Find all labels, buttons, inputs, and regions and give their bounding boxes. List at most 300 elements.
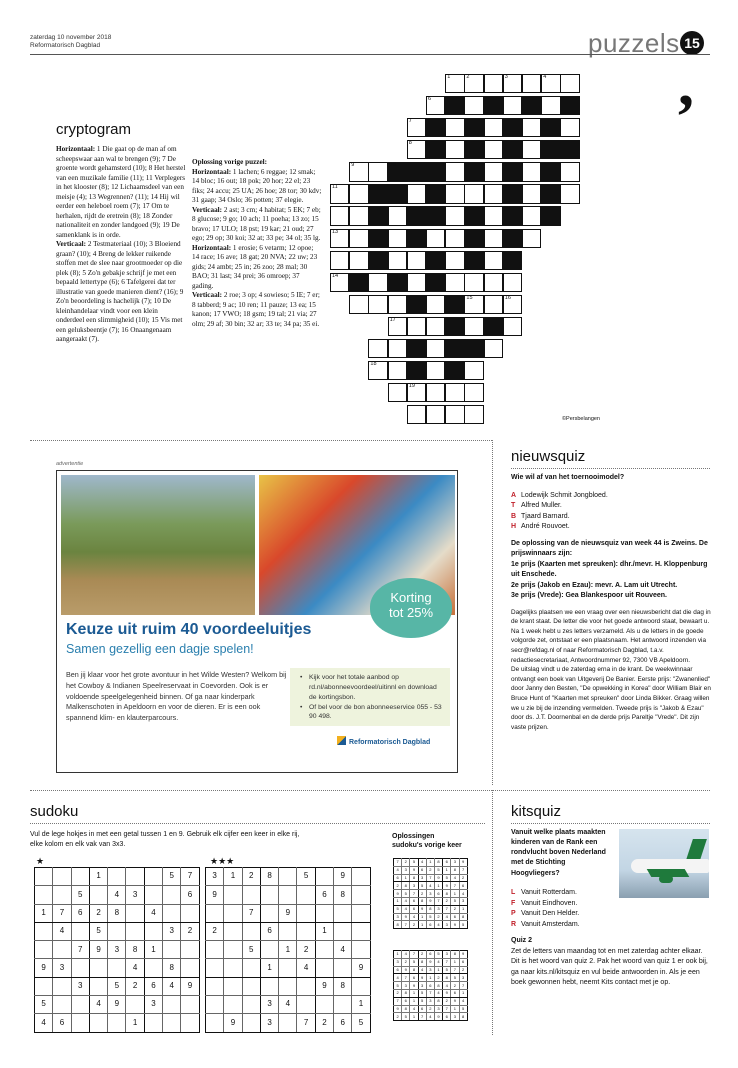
sudoku-cell[interactable]: 6 bbox=[315, 886, 333, 904]
crossword-cell[interactable] bbox=[560, 162, 579, 181]
sudoku-cell[interactable] bbox=[53, 886, 71, 904]
crossword-cell[interactable] bbox=[426, 273, 445, 292]
crossword-cell[interactable] bbox=[388, 317, 407, 336]
sudoku-cell[interactable] bbox=[89, 1014, 107, 1032]
crossword-cell[interactable] bbox=[330, 229, 349, 248]
sudoku-cell[interactable]: 3 bbox=[108, 941, 126, 959]
crossword-cell[interactable] bbox=[522, 118, 541, 137]
sudoku-cell[interactable] bbox=[163, 904, 181, 922]
sudoku-cell[interactable]: 9 bbox=[108, 996, 126, 1014]
sudoku-cell[interactable] bbox=[35, 941, 53, 959]
crossword-cell[interactable] bbox=[330, 184, 349, 203]
sudoku-cell[interactable]: 1 bbox=[89, 868, 107, 886]
crossword-cell[interactable] bbox=[560, 96, 579, 115]
crossword-cell[interactable] bbox=[445, 251, 464, 270]
sudoku-cell[interactable] bbox=[181, 1014, 199, 1032]
crossword-cell[interactable] bbox=[541, 96, 560, 115]
sudoku-cell[interactable] bbox=[224, 886, 242, 904]
crossword-cell[interactable] bbox=[368, 361, 387, 380]
sudoku-cell[interactable]: 4 bbox=[35, 1014, 53, 1032]
sudoku-cell[interactable] bbox=[334, 922, 352, 940]
crossword-cell[interactable] bbox=[445, 162, 464, 181]
sudoku-cell[interactable]: 9 bbox=[89, 941, 107, 959]
crossword-cell[interactable] bbox=[349, 273, 368, 292]
sudoku-cell[interactable] bbox=[35, 977, 53, 995]
sudoku-cell[interactable] bbox=[242, 1014, 260, 1032]
sudoku-cell[interactable]: 7 bbox=[181, 868, 199, 886]
crossword-cell[interactable] bbox=[330, 206, 349, 225]
crossword-cell[interactable] bbox=[426, 184, 445, 203]
crossword-cell[interactable] bbox=[407, 273, 426, 292]
sudoku-cell[interactable] bbox=[242, 886, 260, 904]
crossword-cell[interactable] bbox=[426, 251, 445, 270]
crossword-cell[interactable] bbox=[503, 206, 522, 225]
crossword-cell[interactable] bbox=[464, 405, 483, 424]
sudoku-cell[interactable]: 2 bbox=[181, 922, 199, 940]
crossword-cell[interactable] bbox=[388, 229, 407, 248]
crossword-cell[interactable] bbox=[426, 229, 445, 248]
crossword-cell[interactable] bbox=[503, 96, 522, 115]
sudoku-cell[interactable]: 5 bbox=[242, 941, 260, 959]
sudoku-cell[interactable] bbox=[224, 922, 242, 940]
crossword-cell[interactable] bbox=[407, 162, 426, 181]
crossword-cell[interactable] bbox=[445, 339, 464, 358]
sudoku-cell[interactable] bbox=[224, 941, 242, 959]
crossword-cell[interactable] bbox=[503, 251, 522, 270]
sudoku-cell[interactable] bbox=[144, 1014, 162, 1032]
crossword-cell[interactable] bbox=[407, 118, 426, 137]
sudoku-cell[interactable]: 6 bbox=[181, 886, 199, 904]
sudoku-cell[interactable] bbox=[181, 996, 199, 1014]
sudoku-cell[interactable] bbox=[260, 904, 278, 922]
crossword-cell[interactable] bbox=[388, 383, 407, 402]
sudoku-cell[interactable]: 8 bbox=[126, 941, 144, 959]
sudoku-cell[interactable] bbox=[206, 1014, 224, 1032]
sudoku-cell[interactable]: 9 bbox=[224, 1014, 242, 1032]
crossword-cell[interactable] bbox=[349, 206, 368, 225]
crossword-cell[interactable] bbox=[407, 295, 426, 314]
crossword-cell[interactable] bbox=[349, 184, 368, 203]
sudoku-cell[interactable]: 4 bbox=[53, 922, 71, 940]
sudoku-cell[interactable] bbox=[352, 868, 370, 886]
sudoku-cell[interactable]: 5 bbox=[352, 1014, 370, 1032]
sudoku-cell[interactable] bbox=[279, 1014, 297, 1032]
crossword-cell[interactable] bbox=[484, 206, 503, 225]
sudoku-cell[interactable]: 1 bbox=[126, 1014, 144, 1032]
sudoku-cell[interactable] bbox=[279, 886, 297, 904]
sudoku-cell[interactable] bbox=[53, 996, 71, 1014]
crossword-cell[interactable] bbox=[464, 74, 483, 93]
sudoku-cell[interactable] bbox=[334, 904, 352, 922]
crossword-cell[interactable] bbox=[407, 229, 426, 248]
sudoku-cell[interactable]: 4 bbox=[144, 904, 162, 922]
sudoku-cell[interactable] bbox=[279, 868, 297, 886]
sudoku-cell[interactable] bbox=[163, 886, 181, 904]
sudoku-cell[interactable]: 6 bbox=[260, 922, 278, 940]
crossword-cell[interactable] bbox=[388, 339, 407, 358]
crossword-cell[interactable] bbox=[445, 383, 464, 402]
sudoku-cell[interactable]: 8 bbox=[334, 886, 352, 904]
sudoku-cell[interactable] bbox=[126, 904, 144, 922]
sudoku-cell[interactable] bbox=[315, 868, 333, 886]
crossword-cell[interactable] bbox=[368, 273, 387, 292]
sudoku-cell[interactable] bbox=[89, 977, 107, 995]
sudoku-cell[interactable] bbox=[126, 996, 144, 1014]
sudoku-cell[interactable] bbox=[279, 977, 297, 995]
sudoku-cell[interactable] bbox=[71, 1014, 89, 1032]
crossword-cell[interactable] bbox=[484, 251, 503, 270]
sudoku-cell[interactable]: 3 bbox=[260, 1014, 278, 1032]
crossword-cell[interactable] bbox=[464, 383, 483, 402]
crossword-cell[interactable] bbox=[484, 96, 503, 115]
crossword-cell[interactable] bbox=[484, 339, 503, 358]
sudoku-cell[interactable]: 7 bbox=[53, 904, 71, 922]
sudoku-cell[interactable]: 9 bbox=[352, 959, 370, 977]
crossword-cell[interactable] bbox=[541, 118, 560, 137]
crossword-cell[interactable] bbox=[503, 317, 522, 336]
crossword-cell[interactable] bbox=[388, 162, 407, 181]
sudoku-cell[interactable] bbox=[206, 941, 224, 959]
sudoku-cell[interactable] bbox=[315, 904, 333, 922]
sudoku-cell[interactable]: 9 bbox=[279, 904, 297, 922]
crossword-cell[interactable] bbox=[484, 74, 503, 93]
crossword-cell[interactable] bbox=[464, 317, 483, 336]
crossword-cell[interactable] bbox=[445, 206, 464, 225]
crossword-cell[interactable] bbox=[503, 162, 522, 181]
sudoku-cell[interactable] bbox=[126, 868, 144, 886]
crossword-cell[interactable] bbox=[445, 405, 464, 424]
crossword-cell[interactable] bbox=[464, 295, 483, 314]
sudoku-cell[interactable] bbox=[352, 904, 370, 922]
crossword-cell[interactable] bbox=[407, 339, 426, 358]
crossword-cell[interactable] bbox=[503, 229, 522, 248]
sudoku-cell[interactable]: 8 bbox=[260, 868, 278, 886]
crossword-cell[interactable] bbox=[426, 96, 445, 115]
crossword-cell[interactable] bbox=[349, 162, 368, 181]
crossword-cell[interactable] bbox=[522, 162, 541, 181]
sudoku-cell[interactable] bbox=[108, 1014, 126, 1032]
crossword-cell[interactable] bbox=[541, 206, 560, 225]
sudoku-cell[interactable]: 9 bbox=[206, 886, 224, 904]
sudoku-cell[interactable] bbox=[108, 922, 126, 940]
sudoku-cell[interactable]: 5 bbox=[297, 868, 315, 886]
sudoku-cell[interactable]: 5 bbox=[71, 886, 89, 904]
sudoku-cell[interactable] bbox=[206, 959, 224, 977]
crossword-cell[interactable] bbox=[541, 184, 560, 203]
sudoku-cell[interactable] bbox=[163, 996, 181, 1014]
sudoku-cell[interactable]: 1 bbox=[260, 959, 278, 977]
sudoku-cell[interactable]: 3 bbox=[53, 959, 71, 977]
sudoku-cell[interactable] bbox=[71, 922, 89, 940]
crossword-cell[interactable] bbox=[484, 118, 503, 137]
crossword-cell[interactable] bbox=[407, 405, 426, 424]
crossword-cell[interactable] bbox=[445, 317, 464, 336]
crossword-cell[interactable] bbox=[445, 96, 464, 115]
sudoku-cell[interactable] bbox=[297, 922, 315, 940]
crossword-cell[interactable] bbox=[445, 229, 464, 248]
sudoku-cell[interactable]: 6 bbox=[334, 1014, 352, 1032]
sudoku-cell[interactable]: 1 bbox=[224, 868, 242, 886]
crossword-cell[interactable] bbox=[407, 317, 426, 336]
crossword-cell[interactable] bbox=[541, 140, 560, 159]
advertisement[interactable] bbox=[56, 470, 458, 773]
sudoku-cell[interactable]: 7 bbox=[242, 904, 260, 922]
crossword-cell[interactable] bbox=[484, 184, 503, 203]
sudoku-cell[interactable]: 1 bbox=[144, 941, 162, 959]
crossword-cell[interactable] bbox=[330, 251, 349, 270]
sudoku-cell[interactable]: 9 bbox=[181, 977, 199, 995]
sudoku-cell[interactable] bbox=[242, 977, 260, 995]
crossword-cell[interactable] bbox=[388, 251, 407, 270]
crossword-cell[interactable] bbox=[426, 206, 445, 225]
sudoku-cell[interactable]: 1 bbox=[315, 922, 333, 940]
sudoku-cell[interactable]: 9 bbox=[35, 959, 53, 977]
crossword-cell[interactable] bbox=[349, 229, 368, 248]
sudoku-cell[interactable]: 4 bbox=[163, 977, 181, 995]
crossword-cell[interactable] bbox=[407, 206, 426, 225]
crossword-cell[interactable] bbox=[388, 361, 407, 380]
sudoku-cell[interactable] bbox=[315, 941, 333, 959]
crossword-cell[interactable] bbox=[407, 140, 426, 159]
sudoku-cell[interactable] bbox=[53, 941, 71, 959]
sudoku-cell[interactable]: 4 bbox=[89, 996, 107, 1014]
crossword-cell[interactable] bbox=[560, 184, 579, 203]
sudoku-cell[interactable]: 3 bbox=[260, 996, 278, 1014]
sudoku-cell[interactable]: 4 bbox=[108, 886, 126, 904]
sudoku-cell[interactable]: 2 bbox=[206, 922, 224, 940]
sudoku-cell[interactable]: 4 bbox=[297, 959, 315, 977]
crossword-cell[interactable] bbox=[522, 74, 541, 93]
crossword-cell[interactable] bbox=[426, 361, 445, 380]
ad-bullet[interactable]: • Kijk voor het totale aanbod op rd.nl/abonneevoordeel/uitinnl en download de kortingsbon. bbox=[300, 673, 444, 703]
crossword-cell[interactable] bbox=[368, 206, 387, 225]
crossword-cell[interactable] bbox=[426, 317, 445, 336]
sudoku-cell[interactable]: 3 bbox=[163, 922, 181, 940]
crossword-cell[interactable] bbox=[426, 162, 445, 181]
sudoku-cell[interactable]: 1 bbox=[35, 904, 53, 922]
sudoku-easy[interactable] bbox=[34, 867, 200, 1033]
crossword-cell[interactable] bbox=[388, 206, 407, 225]
sudoku-cell[interactable]: 3 bbox=[71, 977, 89, 995]
crossword-cell[interactable] bbox=[484, 229, 503, 248]
sudoku-cell[interactable] bbox=[206, 904, 224, 922]
sudoku-cell[interactable]: 2 bbox=[315, 1014, 333, 1032]
crossword-cell[interactable] bbox=[407, 251, 426, 270]
crossword-cell[interactable] bbox=[445, 361, 464, 380]
sudoku-cell[interactable] bbox=[242, 922, 260, 940]
crossword-cell[interactable] bbox=[503, 140, 522, 159]
sudoku-cell[interactable]: 8 bbox=[334, 977, 352, 995]
sudoku-cell[interactable]: 2 bbox=[126, 977, 144, 995]
crossword-cell[interactable] bbox=[541, 162, 560, 181]
crossword-cell[interactable] bbox=[445, 140, 464, 159]
sudoku-cell[interactable] bbox=[144, 868, 162, 886]
sudoku-hard[interactable] bbox=[205, 867, 371, 1033]
crossword-cell[interactable] bbox=[503, 118, 522, 137]
sudoku-cell[interactable]: 3 bbox=[144, 996, 162, 1014]
sudoku-cell[interactable] bbox=[35, 868, 53, 886]
crossword-cell[interactable] bbox=[464, 273, 483, 292]
sudoku-cell[interactable] bbox=[260, 977, 278, 995]
crossword-cell[interactable] bbox=[426, 383, 445, 402]
crossword-cell[interactable] bbox=[368, 251, 387, 270]
crossword-cell[interactable] bbox=[464, 162, 483, 181]
crossword-cell[interactable] bbox=[484, 295, 503, 314]
sudoku-cell[interactable]: 6 bbox=[71, 904, 89, 922]
sudoku-cell[interactable] bbox=[181, 904, 199, 922]
sudoku-cell[interactable]: 3 bbox=[126, 886, 144, 904]
crossword-cell[interactable] bbox=[484, 273, 503, 292]
sudoku-cell[interactable] bbox=[315, 996, 333, 1014]
sudoku-cell[interactable] bbox=[297, 886, 315, 904]
sudoku-cell[interactable]: 6 bbox=[144, 977, 162, 995]
crossword-cell[interactable] bbox=[522, 184, 541, 203]
sudoku-cell[interactable]: 4 bbox=[334, 941, 352, 959]
sudoku-cell[interactable] bbox=[260, 886, 278, 904]
crossword-cell[interactable] bbox=[426, 295, 445, 314]
crossword-cell[interactable] bbox=[464, 206, 483, 225]
sudoku-cell[interactable] bbox=[279, 922, 297, 940]
sudoku-cell[interactable] bbox=[224, 977, 242, 995]
sudoku-cell[interactable] bbox=[144, 886, 162, 904]
crossword-cell[interactable] bbox=[484, 317, 503, 336]
crossword-cell[interactable] bbox=[426, 140, 445, 159]
sudoku-cell[interactable] bbox=[224, 996, 242, 1014]
sudoku-cell[interactable]: 9 bbox=[315, 977, 333, 995]
sudoku-cell[interactable]: 2 bbox=[297, 941, 315, 959]
sudoku-cell[interactable]: 4 bbox=[126, 959, 144, 977]
sudoku-cell[interactable] bbox=[108, 959, 126, 977]
crossword-cell[interactable] bbox=[388, 273, 407, 292]
crossword-cell[interactable] bbox=[522, 96, 541, 115]
sudoku-cell[interactable] bbox=[181, 959, 199, 977]
crossword-cell[interactable] bbox=[522, 229, 541, 248]
crossword-cell[interactable] bbox=[349, 295, 368, 314]
sudoku-cell[interactable] bbox=[144, 922, 162, 940]
crossword-cell[interactable] bbox=[445, 118, 464, 137]
sudoku-cell[interactable] bbox=[71, 868, 89, 886]
sudoku-cell[interactable] bbox=[163, 941, 181, 959]
sudoku-cell[interactable] bbox=[352, 941, 370, 959]
sudoku-cell[interactable] bbox=[224, 904, 242, 922]
sudoku-cell[interactable] bbox=[260, 941, 278, 959]
crossword-cell[interactable] bbox=[484, 140, 503, 159]
crossword-cell[interactable] bbox=[503, 74, 522, 93]
sudoku-cell[interactable]: 7 bbox=[71, 941, 89, 959]
sudoku-cell[interactable]: 6 bbox=[53, 1014, 71, 1032]
crossword-cell[interactable] bbox=[503, 273, 522, 292]
sudoku-cell[interactable]: 5 bbox=[35, 996, 53, 1014]
crossword-cell[interactable] bbox=[445, 273, 464, 292]
crossword-cell[interactable] bbox=[407, 383, 426, 402]
sudoku-cell[interactable] bbox=[89, 886, 107, 904]
crossword-cell[interactable] bbox=[330, 273, 349, 292]
sudoku-cell[interactable] bbox=[352, 886, 370, 904]
crossword-cell[interactable] bbox=[464, 184, 483, 203]
crossword-cell[interactable] bbox=[368, 339, 387, 358]
crossword-cell[interactable] bbox=[445, 74, 464, 93]
sudoku-cell[interactable]: 5 bbox=[163, 868, 181, 886]
sudoku-cell[interactable] bbox=[53, 977, 71, 995]
sudoku-cell[interactable]: 2 bbox=[89, 904, 107, 922]
sudoku-cell[interactable] bbox=[242, 996, 260, 1014]
crossword-cell[interactable] bbox=[464, 140, 483, 159]
sudoku-cell[interactable] bbox=[89, 959, 107, 977]
crossword-cell[interactable] bbox=[368, 162, 387, 181]
crossword-cell[interactable] bbox=[445, 295, 464, 314]
crossword-cell[interactable] bbox=[445, 184, 464, 203]
sudoku-cell[interactable]: 3 bbox=[206, 868, 224, 886]
sudoku-cell[interactable] bbox=[334, 959, 352, 977]
crossword-cell[interactable] bbox=[503, 184, 522, 203]
crossword-cell[interactable] bbox=[464, 96, 483, 115]
sudoku-cell[interactable] bbox=[352, 977, 370, 995]
crossword-cell[interactable] bbox=[522, 140, 541, 159]
sudoku-cell[interactable]: 2 bbox=[242, 868, 260, 886]
sudoku-cell[interactable] bbox=[297, 977, 315, 995]
sudoku-cell[interactable] bbox=[352, 922, 370, 940]
sudoku-cell[interactable] bbox=[181, 941, 199, 959]
sudoku-cell[interactable]: 4 bbox=[279, 996, 297, 1014]
sudoku-cell[interactable] bbox=[144, 959, 162, 977]
crossword-cell[interactable] bbox=[560, 118, 579, 137]
sudoku-cell[interactable] bbox=[315, 959, 333, 977]
crossword-cell[interactable] bbox=[368, 184, 387, 203]
sudoku-cell[interactable]: 9 bbox=[334, 868, 352, 886]
sudoku-cell[interactable]: 1 bbox=[352, 996, 370, 1014]
crossword-cell[interactable] bbox=[560, 74, 579, 93]
sudoku-cell[interactable]: 5 bbox=[108, 977, 126, 995]
crossword-cell[interactable] bbox=[407, 361, 426, 380]
crossword-cell[interactable] bbox=[368, 229, 387, 248]
sudoku-cell[interactable] bbox=[163, 1014, 181, 1032]
crossword-cell[interactable] bbox=[464, 229, 483, 248]
sudoku-cell[interactable] bbox=[224, 959, 242, 977]
sudoku-cell[interactable] bbox=[206, 996, 224, 1014]
sudoku-cell[interactable] bbox=[297, 904, 315, 922]
sudoku-cell[interactable] bbox=[71, 959, 89, 977]
crossword-cell[interactable] bbox=[464, 251, 483, 270]
sudoku-cell[interactable] bbox=[334, 996, 352, 1014]
sudoku-cell[interactable] bbox=[279, 959, 297, 977]
sudoku-cell[interactable]: 8 bbox=[163, 959, 181, 977]
crossword-cell[interactable] bbox=[464, 118, 483, 137]
crossword-cell[interactable] bbox=[560, 140, 579, 159]
crossword-cell[interactable] bbox=[464, 361, 483, 380]
sudoku-cell[interactable] bbox=[35, 886, 53, 904]
crossword-cell[interactable] bbox=[388, 295, 407, 314]
sudoku-cell[interactable] bbox=[71, 996, 89, 1014]
sudoku-cell[interactable] bbox=[126, 922, 144, 940]
crossword-cell[interactable] bbox=[426, 118, 445, 137]
crossword-cell[interactable] bbox=[426, 405, 445, 424]
crossword-cell[interactable] bbox=[522, 206, 541, 225]
sudoku-cell[interactable] bbox=[53, 868, 71, 886]
crossword-cell[interactable] bbox=[541, 74, 560, 93]
sudoku-cell[interactable] bbox=[242, 959, 260, 977]
crossword-cell[interactable] bbox=[388, 184, 407, 203]
crossword-cell[interactable] bbox=[503, 295, 522, 314]
sudoku-cell[interactable] bbox=[297, 996, 315, 1014]
sudoku-cell[interactable]: 1 bbox=[279, 941, 297, 959]
crossword-cell[interactable] bbox=[368, 295, 387, 314]
crossword-cell[interactable] bbox=[484, 162, 503, 181]
sudoku-cell[interactable]: 5 bbox=[89, 922, 107, 940]
sudoku-cell[interactable] bbox=[108, 868, 126, 886]
sudoku-cell[interactable]: 7 bbox=[297, 1014, 315, 1032]
sudoku-cell[interactable] bbox=[206, 977, 224, 995]
crossword-cell[interactable] bbox=[407, 184, 426, 203]
